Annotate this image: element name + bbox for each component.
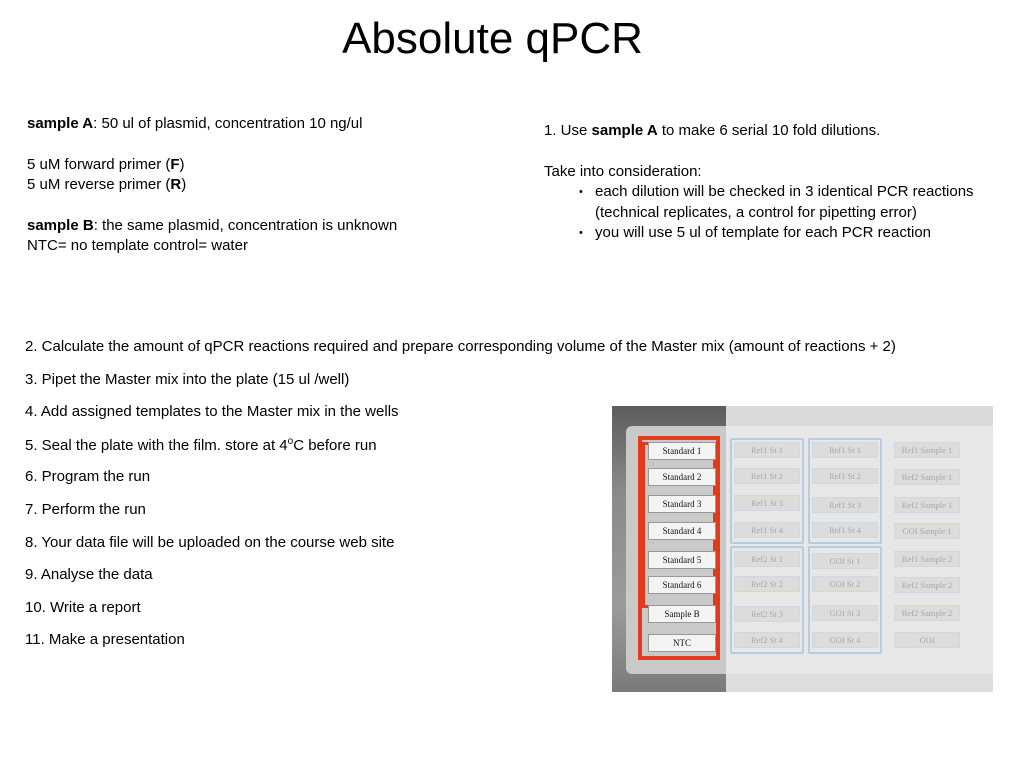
plate-label: Standard 2 [648,468,716,486]
plate-label: GOI Sample 1 [894,523,960,539]
consideration-item: • each dilution will be checked in 3 identical PCR reactions (technical replicates, a control for pipetting error) [595,182,1004,223]
plate-label: Standard 3 [648,495,716,513]
plate-label: Ref2 St 1 [734,551,800,567]
plate-label: GOI St 4 [812,632,878,648]
plate-label: GOI [894,632,960,648]
step-item: 4. Add assigned templates to the Master mix in the wells [25,403,399,421]
sample-info-block [27,114,397,257]
plate-label: Ref2 Sample 2 [894,577,960,593]
plate-label: Ref1 St 1 [734,442,800,458]
plate-label: GOI St 3 [812,605,878,621]
step-item: 3. Pipet the Master mix into the plate (15 ul /well) [25,370,350,388]
plate-label: Ref1 St 3 [812,497,878,513]
step-item: 5. Seal the plate with the film. store at 4$^o$C before run [25,435,377,454]
consideration-item: • you will use 5 ul of template for each PCR reaction [595,223,1004,244]
plate-label: Ref2 Sample 1 [894,497,960,513]
plate-label: Standard 6 [648,576,716,594]
plate-label: Ref1 St 2 [734,468,800,484]
ntc-line: NTC= no template control= water [27,237,248,254]
consideration-heading: Take into consideration: [544,162,702,180]
task-one-line: 1. Use sample A to make 6 serial 10 fold dilutions. [544,122,881,139]
task-one-block [544,121,1004,244]
plate-label: Ref2 Sample 2 [894,605,960,621]
page-title: Absolute qPCR [342,14,643,63]
plate-label: Ref2 St 4 [734,632,800,648]
step-item: 8. Your data file will be uploaded on the course web site [25,533,395,551]
plate-label: Ref2 Sample 1 [894,469,960,485]
step-item: 10. Write a report [25,598,141,616]
plate-label: Ref1 St 3 [734,495,800,511]
step-item: 11. Make a presentation [25,631,185,649]
step-item: 6. Program the run [25,468,151,486]
plate-label: GOI St 1 [812,553,878,569]
step-item: 7. Perform the run [25,500,146,518]
plate-label: Ref1 St 1 [812,442,878,458]
sample-b-line: sample B: the same plasmid, concentration is unknown [27,216,398,234]
reverse-primer-line: 5 uM reverse primer (R) [27,176,187,193]
plate-label: GOI St 2 [812,576,878,592]
plate-label: Standard 5 [648,551,716,569]
plate-label: NTC [648,634,716,652]
plate-label: Ref2 St 2 [734,576,800,592]
step-item: 9. Analyse the data [25,566,153,584]
forward-primer-line: 5 uM forward primer (F) [27,155,185,173]
plate-label: Sample B [648,605,716,623]
step-item: 2. Calculate the amount of qPCR reactions required and prepare corresponding volume of the Master mix (amount of reactions + 2) [25,338,896,355]
plate-label: Ref2 St 3 [734,606,800,622]
plate-label: Standard 4 [648,522,716,540]
plate-label: Standard 1 [648,442,716,460]
plate-label: Ref1 St 4 [812,522,878,538]
plate-label: Ref1 St 2 [812,468,878,484]
plate-photo [612,406,993,692]
plate-label: Ref1 Sample 1 [894,442,960,458]
plate-label: Ref1 St 4 [734,522,800,538]
consideration-list [544,182,1004,244]
sample-a-line: sample A: 50 ul of plasmid, concentration 10 ng/ul [27,115,363,132]
plate-label: Ref1 Sample 2 [894,551,960,567]
